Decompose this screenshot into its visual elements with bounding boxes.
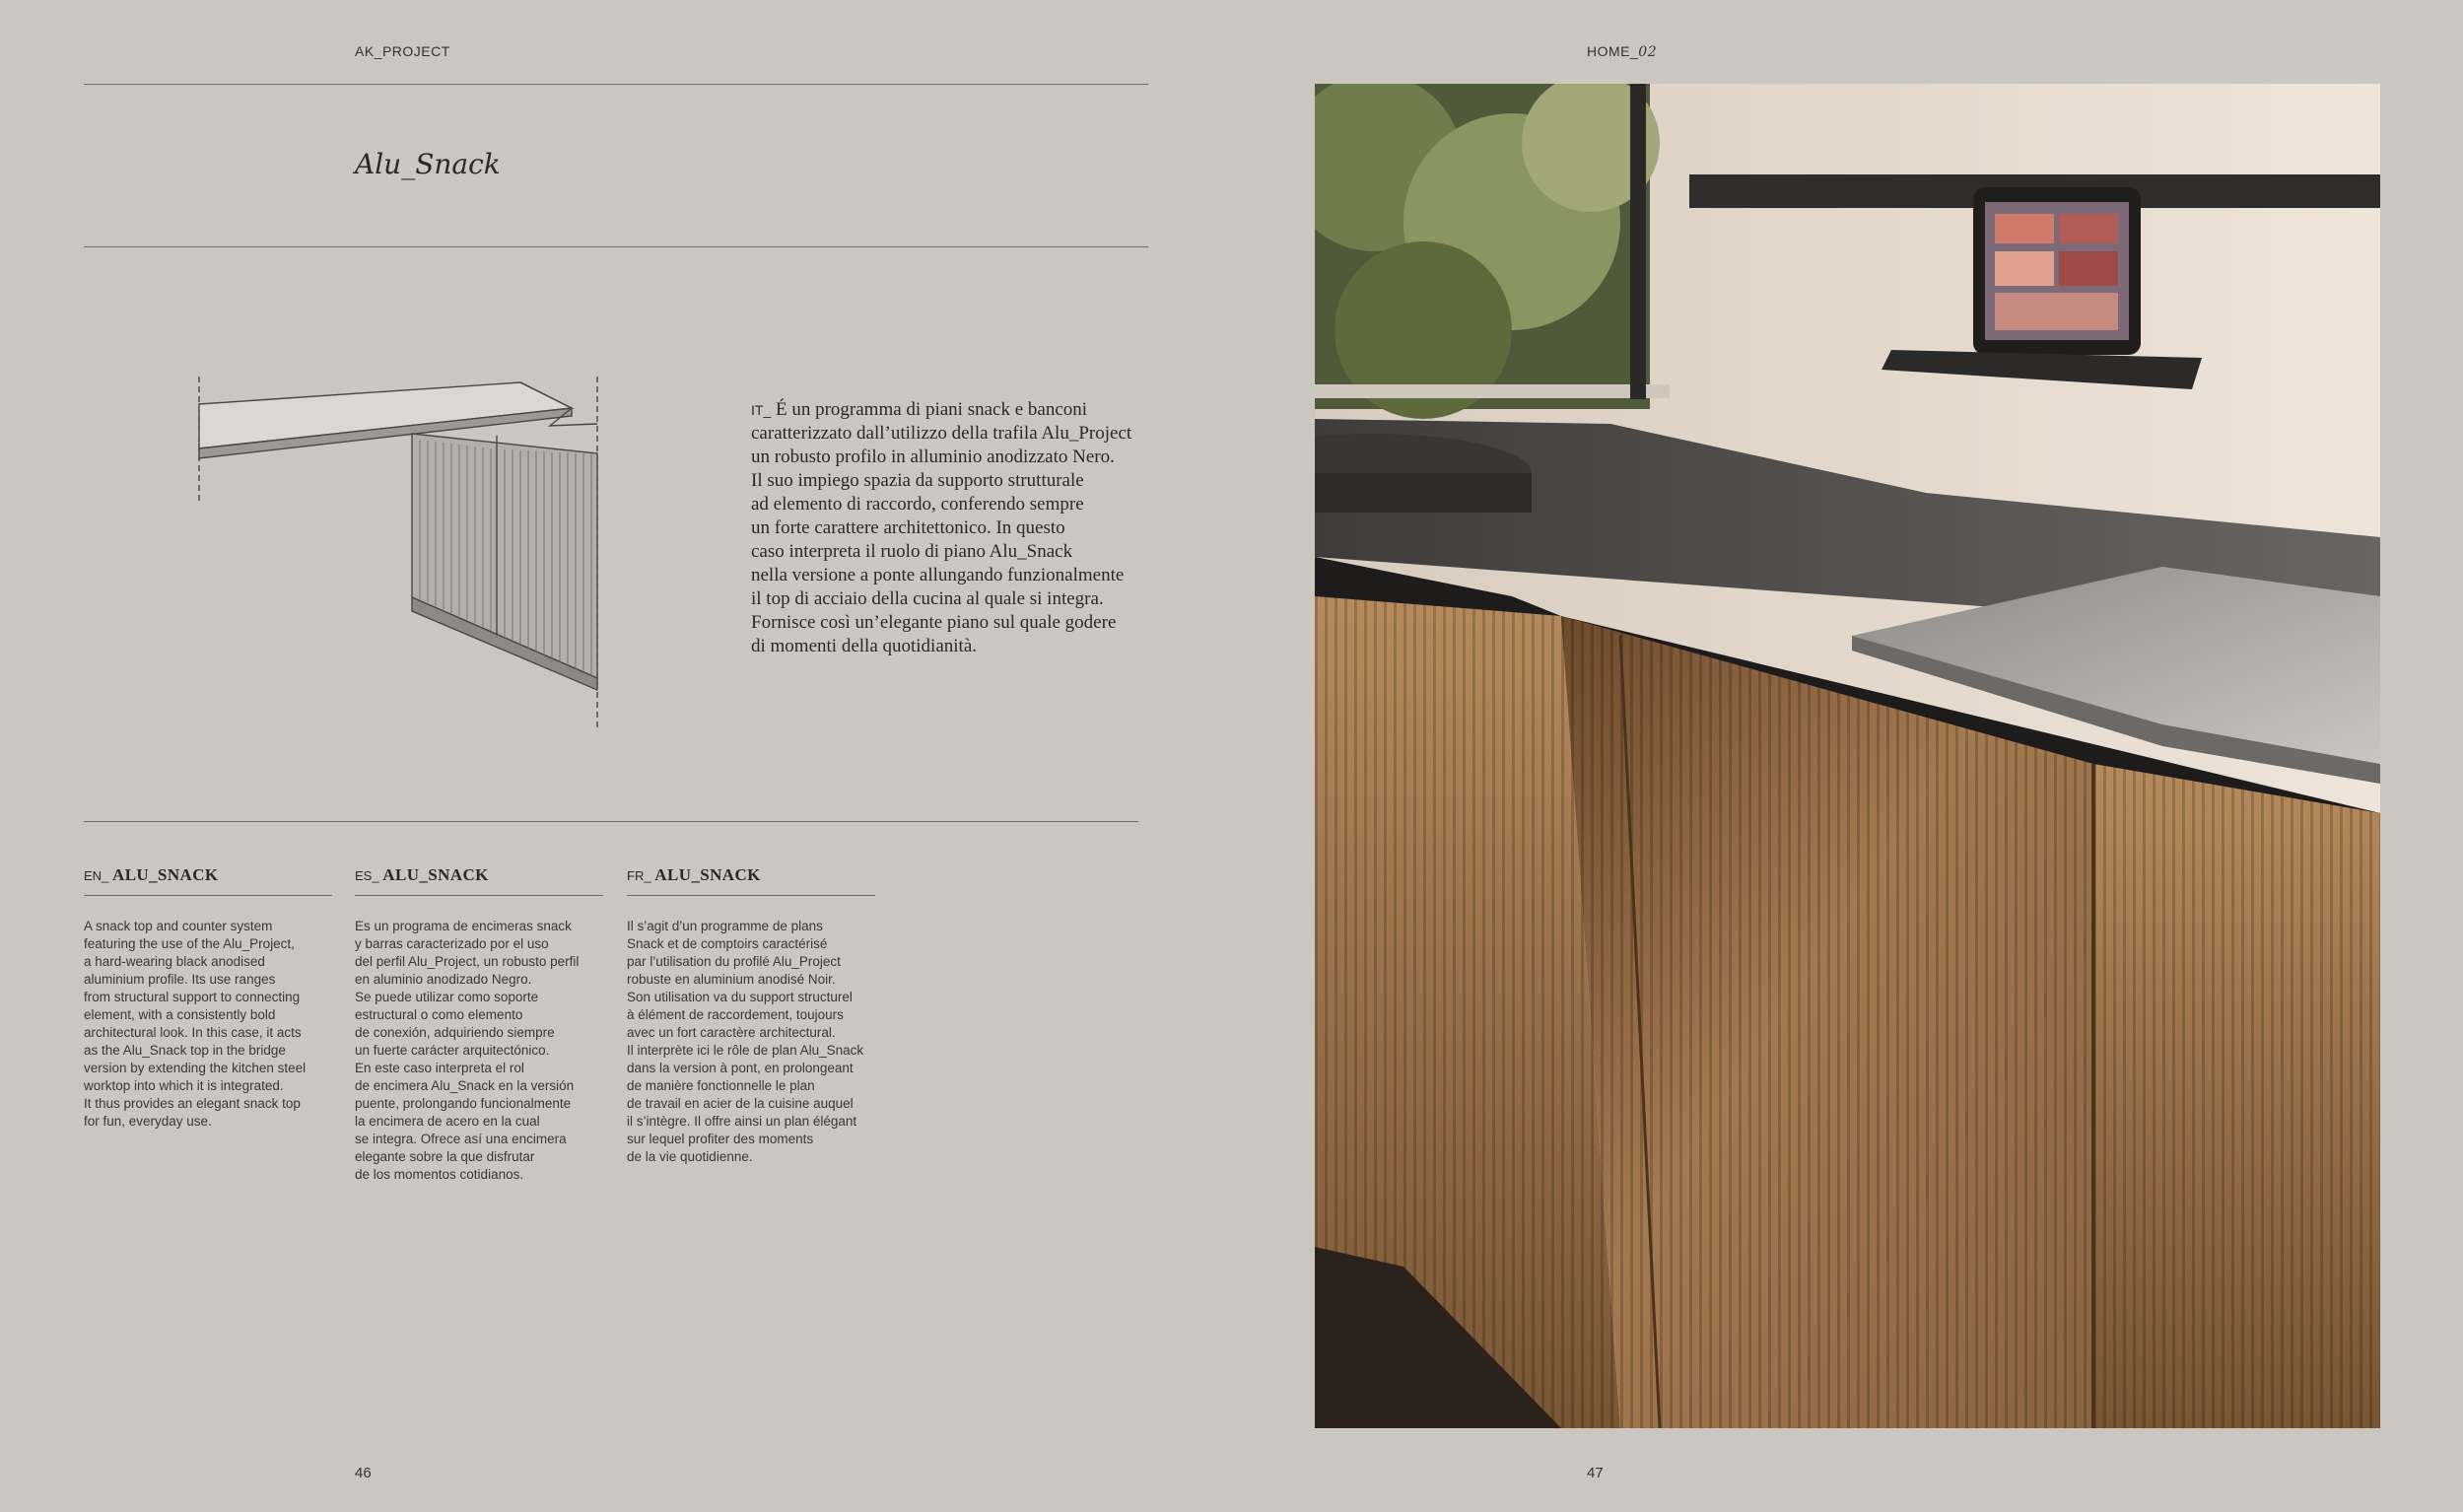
column-fr — [627, 865, 875, 1166]
it-line-7: nella versione a ponte allungando funzionalmente — [751, 565, 1125, 585]
column-es — [355, 865, 603, 1184]
fr-line: Snack et de comptoirs caractérisé — [627, 936, 828, 951]
fr-line: à élément de raccordement, toujours — [627, 1007, 844, 1022]
page-number-left: 46 — [355, 1465, 372, 1481]
fr-line: dans la version à pont, en prolongeant — [627, 1061, 854, 1075]
column-en-heading: EN_ ALU_SNACK — [84, 865, 332, 896]
es-line: un fuerte carácter arquitectónico. — [355, 1043, 550, 1058]
column-fr-heading: FR_ ALU_SNACK — [627, 865, 875, 896]
es-line: en aluminio anodizado Negro. — [355, 972, 532, 987]
fr-line: sur lequel profiter des moments — [627, 1132, 814, 1146]
es-line: la encimera de acero en la cual — [355, 1114, 540, 1129]
italian-description — [751, 398, 1165, 658]
column-es-body — [355, 918, 603, 1184]
es-line: de los momentos cotidianos. — [355, 1167, 524, 1182]
kitchen-photo — [1315, 84, 2380, 1428]
fr-line: de manière fonctionnelle le plan — [627, 1078, 815, 1093]
it-line-5: un forte carattere architettonico. In questo — [751, 517, 1065, 538]
it-line-9: Fornisce così un’elegante piano sul quale godere — [751, 612, 1117, 633]
column-en-body — [84, 918, 332, 1131]
it-line-10: di momenti della quotidianità. — [751, 636, 978, 656]
page-title: Alu_Snack — [355, 148, 501, 180]
it-prefix: IT_ — [751, 402, 772, 418]
top-rule — [84, 84, 1148, 85]
fr-line: avec un fort caractère architectural. — [627, 1025, 836, 1040]
es-line: estructural o como elemento — [355, 1007, 523, 1022]
it-line-0: IT_ É un programma di piani snack e banconi — [751, 399, 1088, 420]
es-line: y barras caracterizado por el uso — [355, 936, 549, 951]
es-line: puente, prolongando funcionalmente — [355, 1096, 572, 1111]
en-line: aluminium profile. Its use ranges — [84, 972, 276, 987]
fr-line: de travail en acier de la cuisine auquel — [627, 1096, 854, 1111]
it-line-3: Il suo impiego spazia da supporto strutturale — [751, 470, 1084, 491]
it-line-2: un robusto profilo in alluminio anodizzato Nero. — [751, 447, 1115, 467]
es-line: se integra. Ofrece así una encimera — [355, 1132, 567, 1146]
es-line: En este caso interpreta el rol — [355, 1061, 524, 1075]
header-right-number: 02 — [1638, 44, 1658, 60]
es-line: Se puede utilizar como soporte — [355, 990, 539, 1004]
es-line: del perfil Alu_Project, un robusto perfil — [355, 954, 580, 969]
en-line: from structural support to connecting — [84, 990, 301, 1004]
fr-line: Il interprète ici le rôle de plan Alu_Snack — [627, 1043, 864, 1058]
en-line: as the Alu_Snack top in the bridge — [84, 1043, 286, 1058]
column-en — [84, 865, 332, 1131]
it-line-8: il top di acciaio della cucina al quale si integra. — [751, 588, 1104, 609]
title-rule — [84, 246, 1148, 247]
fr-line: Son utilisation va du support structurel — [627, 990, 853, 1004]
fr-line: il s’intègre. Il offre ainsi un plan élégant — [627, 1114, 857, 1129]
es-line: Es un programa de encimeras snack — [355, 919, 572, 933]
en-line: featuring the use of the Alu_Project, — [84, 936, 295, 951]
fr-line: de la vie quotidienne. — [627, 1149, 753, 1164]
en-line: a hard-wearing black anodised — [84, 954, 265, 969]
en-line: A snack top and counter system — [84, 919, 273, 933]
es-line: de conexión, adquiriendo siempre — [355, 1025, 555, 1040]
column-fr-body — [627, 918, 875, 1166]
en-line: worktop into which it is integrated. — [84, 1078, 284, 1093]
en-line: element, with a consistently bold — [84, 1007, 276, 1022]
header-right-prefix: HOME_ — [1587, 43, 1639, 59]
en-line: for fun, everyday use. — [84, 1114, 212, 1129]
en-line: architectural look. In this case, it acts — [84, 1025, 302, 1040]
it-line-4: ad elemento di raccordo, conferendo sempre — [751, 494, 1084, 515]
column-es-heading: ES_ ALU_SNACK — [355, 865, 603, 896]
header-right — [1587, 43, 1657, 60]
en-line: version by extending the kitchen steel — [84, 1061, 307, 1075]
it-line-6: caso interpreta il ruolo di piano Alu_Snack — [751, 541, 1073, 562]
fr-line: par l’utilisation du profilé Alu_Project — [627, 954, 841, 969]
technical-drawing — [187, 365, 611, 739]
fr-line: Il s’agit d’un programme de plans — [627, 919, 823, 933]
es-line: elegante sobre la que disfrutar — [355, 1149, 535, 1164]
page-number-right: 47 — [1587, 1465, 1604, 1481]
es-line: de encimera Alu_Snack en la versión — [355, 1078, 575, 1093]
fr-line: robuste en aluminium anodisé Noir. — [627, 972, 836, 987]
header-left: AK_PROJECT — [355, 43, 450, 59]
it-line-1: caratterizzato dall’utilizzo della trafila Alu_Project — [751, 423, 1132, 444]
en-line: It thus provides an elegant snack top — [84, 1096, 301, 1111]
section-rule — [84, 821, 1138, 822]
